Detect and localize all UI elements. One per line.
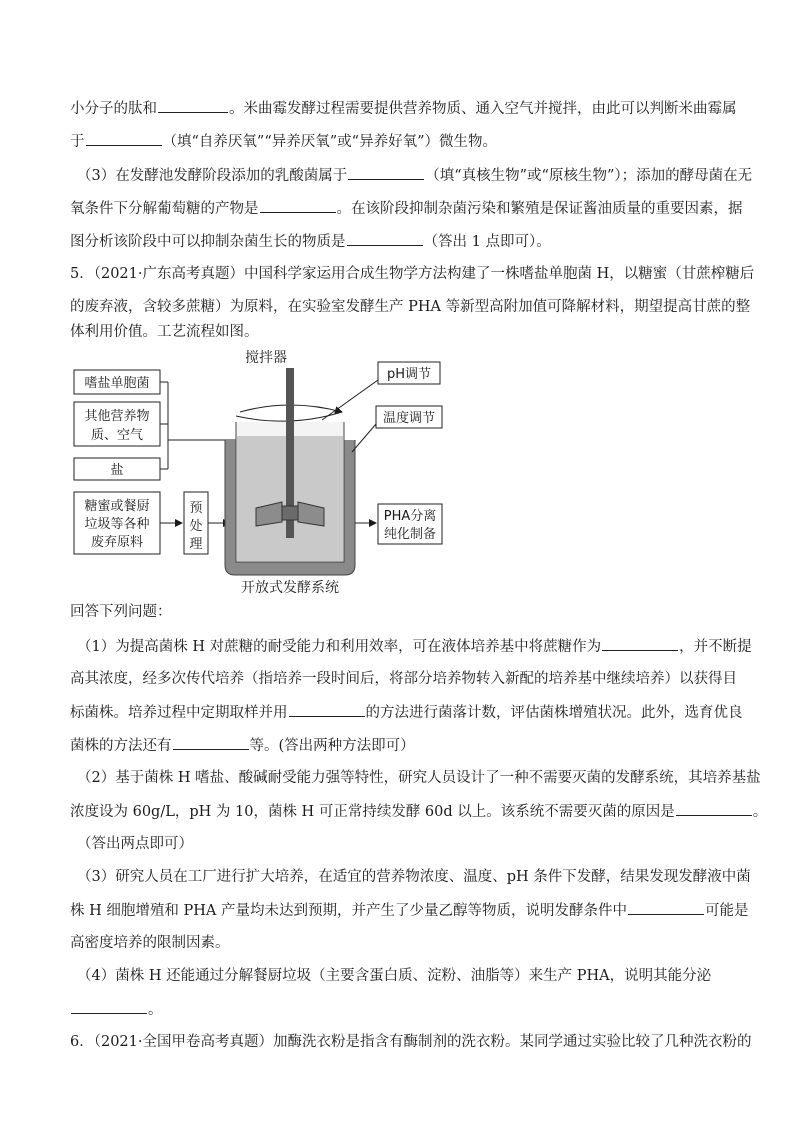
- text-line: 株 H 细胞增殖和 PHA 产量均未达到预期，并产生了少量乙醇等物质，说明发酵条件中 可能是: [70, 900, 748, 921]
- question-6-stem: 6．（2021·全国甲卷高考真题）加酶洗衣粉是指含有酶制剂的洗衣粉。某同学通过实验比较了几种洗衣粉的: [70, 1034, 752, 1050]
- text-line: 氧条件下分解葡萄糖的产物是 。在该阶段抑制杂菌污染和繁殖是保证酱油质量的重要因素，据: [70, 198, 743, 219]
- answer-blank[interactable]: [676, 801, 752, 816]
- answer-prompt: 回答下列问题：: [70, 604, 172, 620]
- text-line: 图分析该阶段中可以抑制杂菌生长的物质是 （答出 1 点即可）。: [70, 231, 551, 252]
- answer-blank[interactable]: [260, 198, 336, 213]
- text-line: 高密度培养的限制因素。: [70, 935, 230, 951]
- box-nutrients-label-2: 质、空气: [90, 428, 144, 443]
- temp-pointer: [352, 424, 376, 452]
- output-label-2: 纯化制备: [383, 527, 437, 542]
- text-line: （4）菌株 H 还能通过分解餐厨垃圾（主要含蛋白质、淀粉、油脂等）来生产 PHA，说明其能分泌: [77, 968, 712, 984]
- answer-blank[interactable]: [628, 900, 704, 915]
- box-salt-label: 盐: [110, 463, 124, 478]
- answer-blank[interactable]: [602, 636, 678, 651]
- pretreatment-char-3: 理: [189, 537, 203, 552]
- text-line: （答出两点即可）: [77, 836, 193, 852]
- box-nutrients-label-1: 其他营养物: [84, 409, 150, 424]
- impeller-hub: [282, 506, 298, 520]
- stirrer-label: 搅拌器: [245, 350, 287, 366]
- output-label-1: PHA分离: [383, 509, 437, 524]
- diagram-caption: 开放式发酵系统: [241, 580, 339, 596]
- text-line: 菌株的方法还有 等。(答出两种方法即可）: [70, 735, 415, 756]
- box-waste-label-2: 垃圾等各种: [84, 517, 150, 532]
- question-5-stem: 5．（2021·广东高考真题）中国科学家运用合成生物学方法构建了一株嗜盐单胞菌 H，以糖蜜（甘蔗榨糖后: [70, 266, 755, 282]
- answer-blank[interactable]: [289, 702, 365, 717]
- text-line: 浓度设为 60g/L，pH 为 10，菌株 H 可正常持续发酵 60d 以上。该系统不需要灭菌的原因是 。: [70, 801, 767, 822]
- box-waste-label-1: 糖蜜或餐厨: [84, 499, 150, 514]
- text-line: （1）为提高菌株 H 对蔗糖的耐受能力和利用效率，可在液体培养基中将蔗糖作为 ，并不断提: [77, 636, 752, 657]
- text-line: 。: [70, 999, 163, 1020]
- answer-blank[interactable]: [71, 999, 147, 1014]
- answer-blank[interactable]: [348, 165, 424, 180]
- text-line: （2）基于菌株 H 嗜盐、酸碱耐受能力强等特性，研究人员设计了一种不需要灭菌的发酵系统，其培养基盐: [77, 770, 761, 786]
- text-line: 小分子的肽和 。米曲霉发酵过程需要提供营养物质、通入空气并搅拌，由此可以判断米曲霉属: [70, 98, 737, 119]
- temp-label: 温度调节: [382, 411, 436, 426]
- pretreatment-char-2: 处: [189, 519, 203, 534]
- question-5-stem: 体利用价值。工艺流程如图。: [70, 324, 259, 340]
- fermentation-flow-diagram: [60, 340, 480, 600]
- box-halophile-label: 嗜盐单胞菌: [84, 376, 150, 391]
- text-line: （3）在发酵池发酵阶段添加的乳酸菌属于 （填“真核生物”或“原核生物”）；添加的酵母菌在无: [77, 165, 752, 186]
- answer-blank[interactable]: [347, 231, 423, 246]
- answer-blank[interactable]: [173, 735, 249, 750]
- answer-blank[interactable]: [158, 98, 228, 113]
- box-waste-label-3: 废弃原料: [90, 535, 144, 550]
- pretreatment-char-1: 预: [189, 501, 203, 516]
- answer-blank[interactable]: [86, 131, 162, 146]
- ph-label: pH调节: [386, 367, 432, 382]
- question-5-stem: 的废弃液，含较多蔗糖）为原料，在实验室发酵生产 PHA 等新型高附加值可降解材料，期望提高甘蔗的整: [70, 299, 751, 315]
- text-line: 高其浓度，经多次传代培养（指培养一段时间后，将部分培养物转入新配的培养基中继续培养）以获得目: [70, 671, 737, 687]
- text-line: 于 （填“自养厌氧”“异养厌氧”或“异养好氧”）微生物。: [70, 131, 497, 152]
- text-line: 标菌株。培养过程中定期取样并用 的方法进行菌落计数，评估菌株增殖状况。此外，选育优良: [70, 702, 743, 723]
- ph-pointer: [322, 380, 378, 420]
- text-line: （3）研究人员在工厂进行扩大培养，在适宜的营养物浓度、温度、pH 条件下发酵，结果发现发酵液中菌: [77, 869, 751, 885]
